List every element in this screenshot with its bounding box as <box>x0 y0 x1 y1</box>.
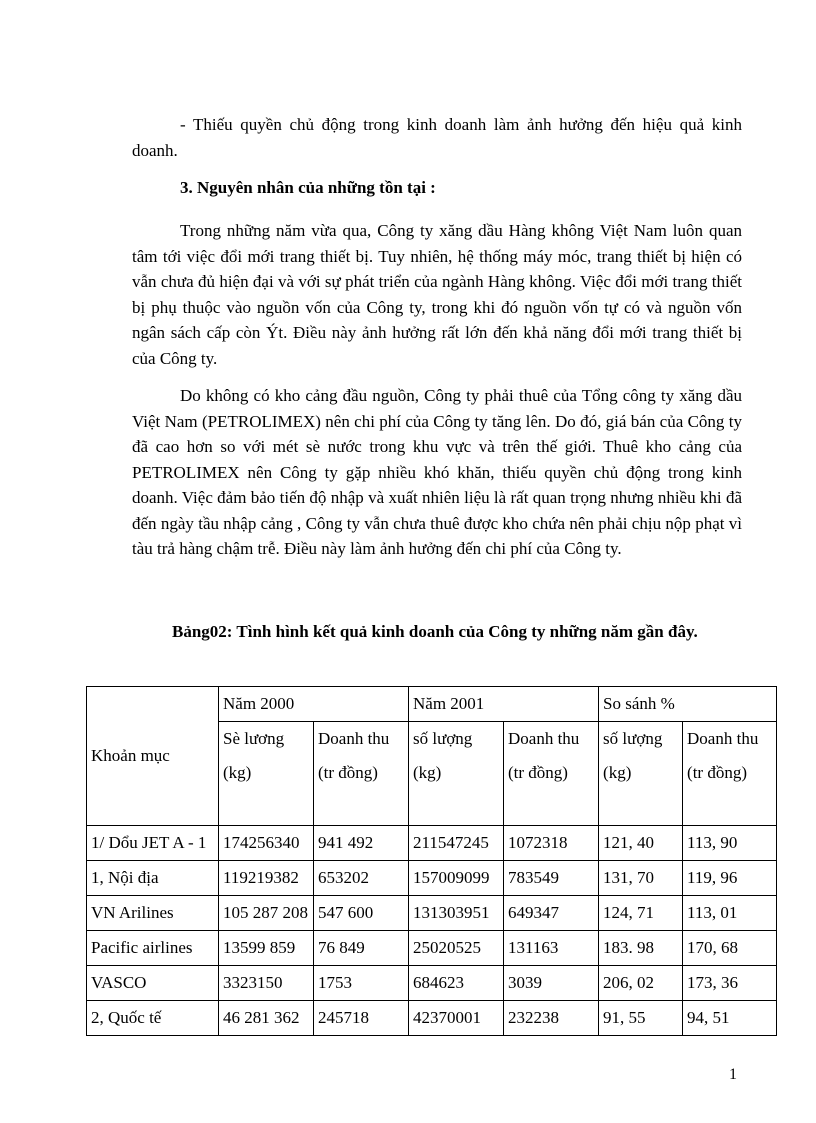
table-cell: 131, 70 <box>599 861 683 896</box>
table-cell: 783549 <box>504 861 599 896</box>
subheader-cell: Doanh thu (tr đồng) <box>683 722 777 826</box>
table-cell: 170, 68 <box>683 931 777 966</box>
table-cell: 3323150 <box>219 966 314 1001</box>
row-label: VN Arilines <box>87 896 219 931</box>
table-cell: 232238 <box>504 1001 599 1036</box>
table-cell: 206, 02 <box>599 966 683 1001</box>
paragraph-2: Trong những năm vừa qua, Công ty xăng dầu Hàng không Việt Nam luôn quan tâm tới việc đổi mới trang thiết bị. Tuy nhiên, hệ thống máy móc, trang thiết bị hiện có vẫn chưa đủ hiện đại và với sự phát triển của ngành Hàng không. Việc đổi mới trang thiết bị phụ thuộc vào nguồn vốn của Công ty, trong khi đó nguồn vốn tự có và nguồn vốn ngân sách cấp còn Ýt. Điều này ảnh hưởng rất lớn đến khả năng đổi mới trang thiết bị của Công ty. <box>132 221 742 368</box>
table-row <box>87 931 777 966</box>
table-row <box>87 861 777 896</box>
table-cell: 157009099 <box>409 861 504 896</box>
table-cell: 1072318 <box>504 826 599 861</box>
table-cell: 649347 <box>504 896 599 931</box>
table-cell: 105 287 208 <box>219 896 314 931</box>
table-cell: 46 281 362 <box>219 1001 314 1036</box>
table-cell: 941 492 <box>314 826 409 861</box>
group-header-2000: Năm 2000 <box>219 687 409 722</box>
table-cell: 113, 90 <box>683 826 777 861</box>
table-cell: 119219382 <box>219 861 314 896</box>
table-cell: 547 600 <box>314 896 409 931</box>
table-cell: 119, 96 <box>683 861 777 896</box>
table-cell: 174256340 <box>219 826 314 861</box>
table-cell: 76 849 <box>314 931 409 966</box>
row-label: 1/ Dổu JET A - 1 <box>87 826 219 861</box>
row-label: Pacific airlines <box>87 931 219 966</box>
table-cell: 1753 <box>314 966 409 1001</box>
table-row <box>87 896 777 931</box>
subheader-cell: Sè lương (kg) <box>219 722 314 826</box>
table-row <box>87 1001 777 1036</box>
subheader-cell: số lượng (kg) <box>409 722 504 826</box>
table-cell: 183. 98 <box>599 931 683 966</box>
table-cell: 245718 <box>314 1001 409 1036</box>
subheader-cell: Doanh thu (tr đồng) <box>504 722 599 826</box>
table-cell: 94, 51 <box>683 1001 777 1036</box>
table-caption: Bảng02: Tình hình kết quả kinh doanh của Công ty những năm gần đây. <box>172 622 698 641</box>
paragraph-3: Do không có kho cảng đầu nguồn, Công ty phải thuê của Tổng công ty xăng dầu Việt Nam (PETROLIMEX) nên chi phí của Công ty tăng lên. Do đó, giá bán của Công ty đã cao hơn so với mét sè nước trong khu vực và trên thế giới. Thuê kho cảng của PETROLIMEX nên Công ty gặp nhiều khó khăn, thiếu quyền chủ động trong kinh doanh. Việc đảm bảo tiến độ nhập và xuất nhiên liệu là rất quan trọng nhưng nhiều khi đã đến ngày tầu nhập cảng , Công ty vẫn chưa thuê được kho chứa nên phải chịu nộp phạt vì tàu trả hàng chậm trễ. Điều này làm ảnh hưởng đến chi phí của Công ty. <box>132 386 742 558</box>
section-heading: 3. Nguyên nhân của những tồn tại : <box>180 178 436 197</box>
table-cell: 131163 <box>504 931 599 966</box>
row-header-cell: Khoản mục <box>87 687 219 826</box>
page-number: 1 <box>729 1066 737 1083</box>
table-cell: 211547245 <box>409 826 504 861</box>
group-header-comparison: So sánh % <box>599 687 777 722</box>
subheader-cell: Doanh thu (tr đồng) <box>314 722 409 826</box>
row-label: VASCO <box>87 966 219 1001</box>
paragraph-1: - Thiếu quyền chủ động trong kinh doanh làm ảnh hưởng đến hiệu quả kinh doanh. <box>132 115 742 160</box>
table-row <box>87 966 777 1001</box>
table-cell: 173, 36 <box>683 966 777 1001</box>
table-cell: 131303951 <box>409 896 504 931</box>
table-cell: 124, 71 <box>599 896 683 931</box>
row-label: 1, Nội địa <box>87 861 219 896</box>
table-cell: 653202 <box>314 861 409 896</box>
results-table <box>86 686 777 1036</box>
table-cell: 684623 <box>409 966 504 1001</box>
table-cell: 3039 <box>504 966 599 1001</box>
table-group-header-row <box>87 687 777 722</box>
subheader-cell: số lượng (kg) <box>599 722 683 826</box>
table-row <box>87 826 777 861</box>
table-cell: 113, 01 <box>683 896 777 931</box>
group-header-2001: Năm 2001 <box>409 687 599 722</box>
row-label: 2, Quốc tế <box>87 1001 219 1036</box>
table-cell: 91, 55 <box>599 1001 683 1036</box>
table-cell: 13599 859 <box>219 931 314 966</box>
table-cell: 42370001 <box>409 1001 504 1036</box>
table-cell: 121, 40 <box>599 826 683 861</box>
table-cell: 25020525 <box>409 931 504 966</box>
